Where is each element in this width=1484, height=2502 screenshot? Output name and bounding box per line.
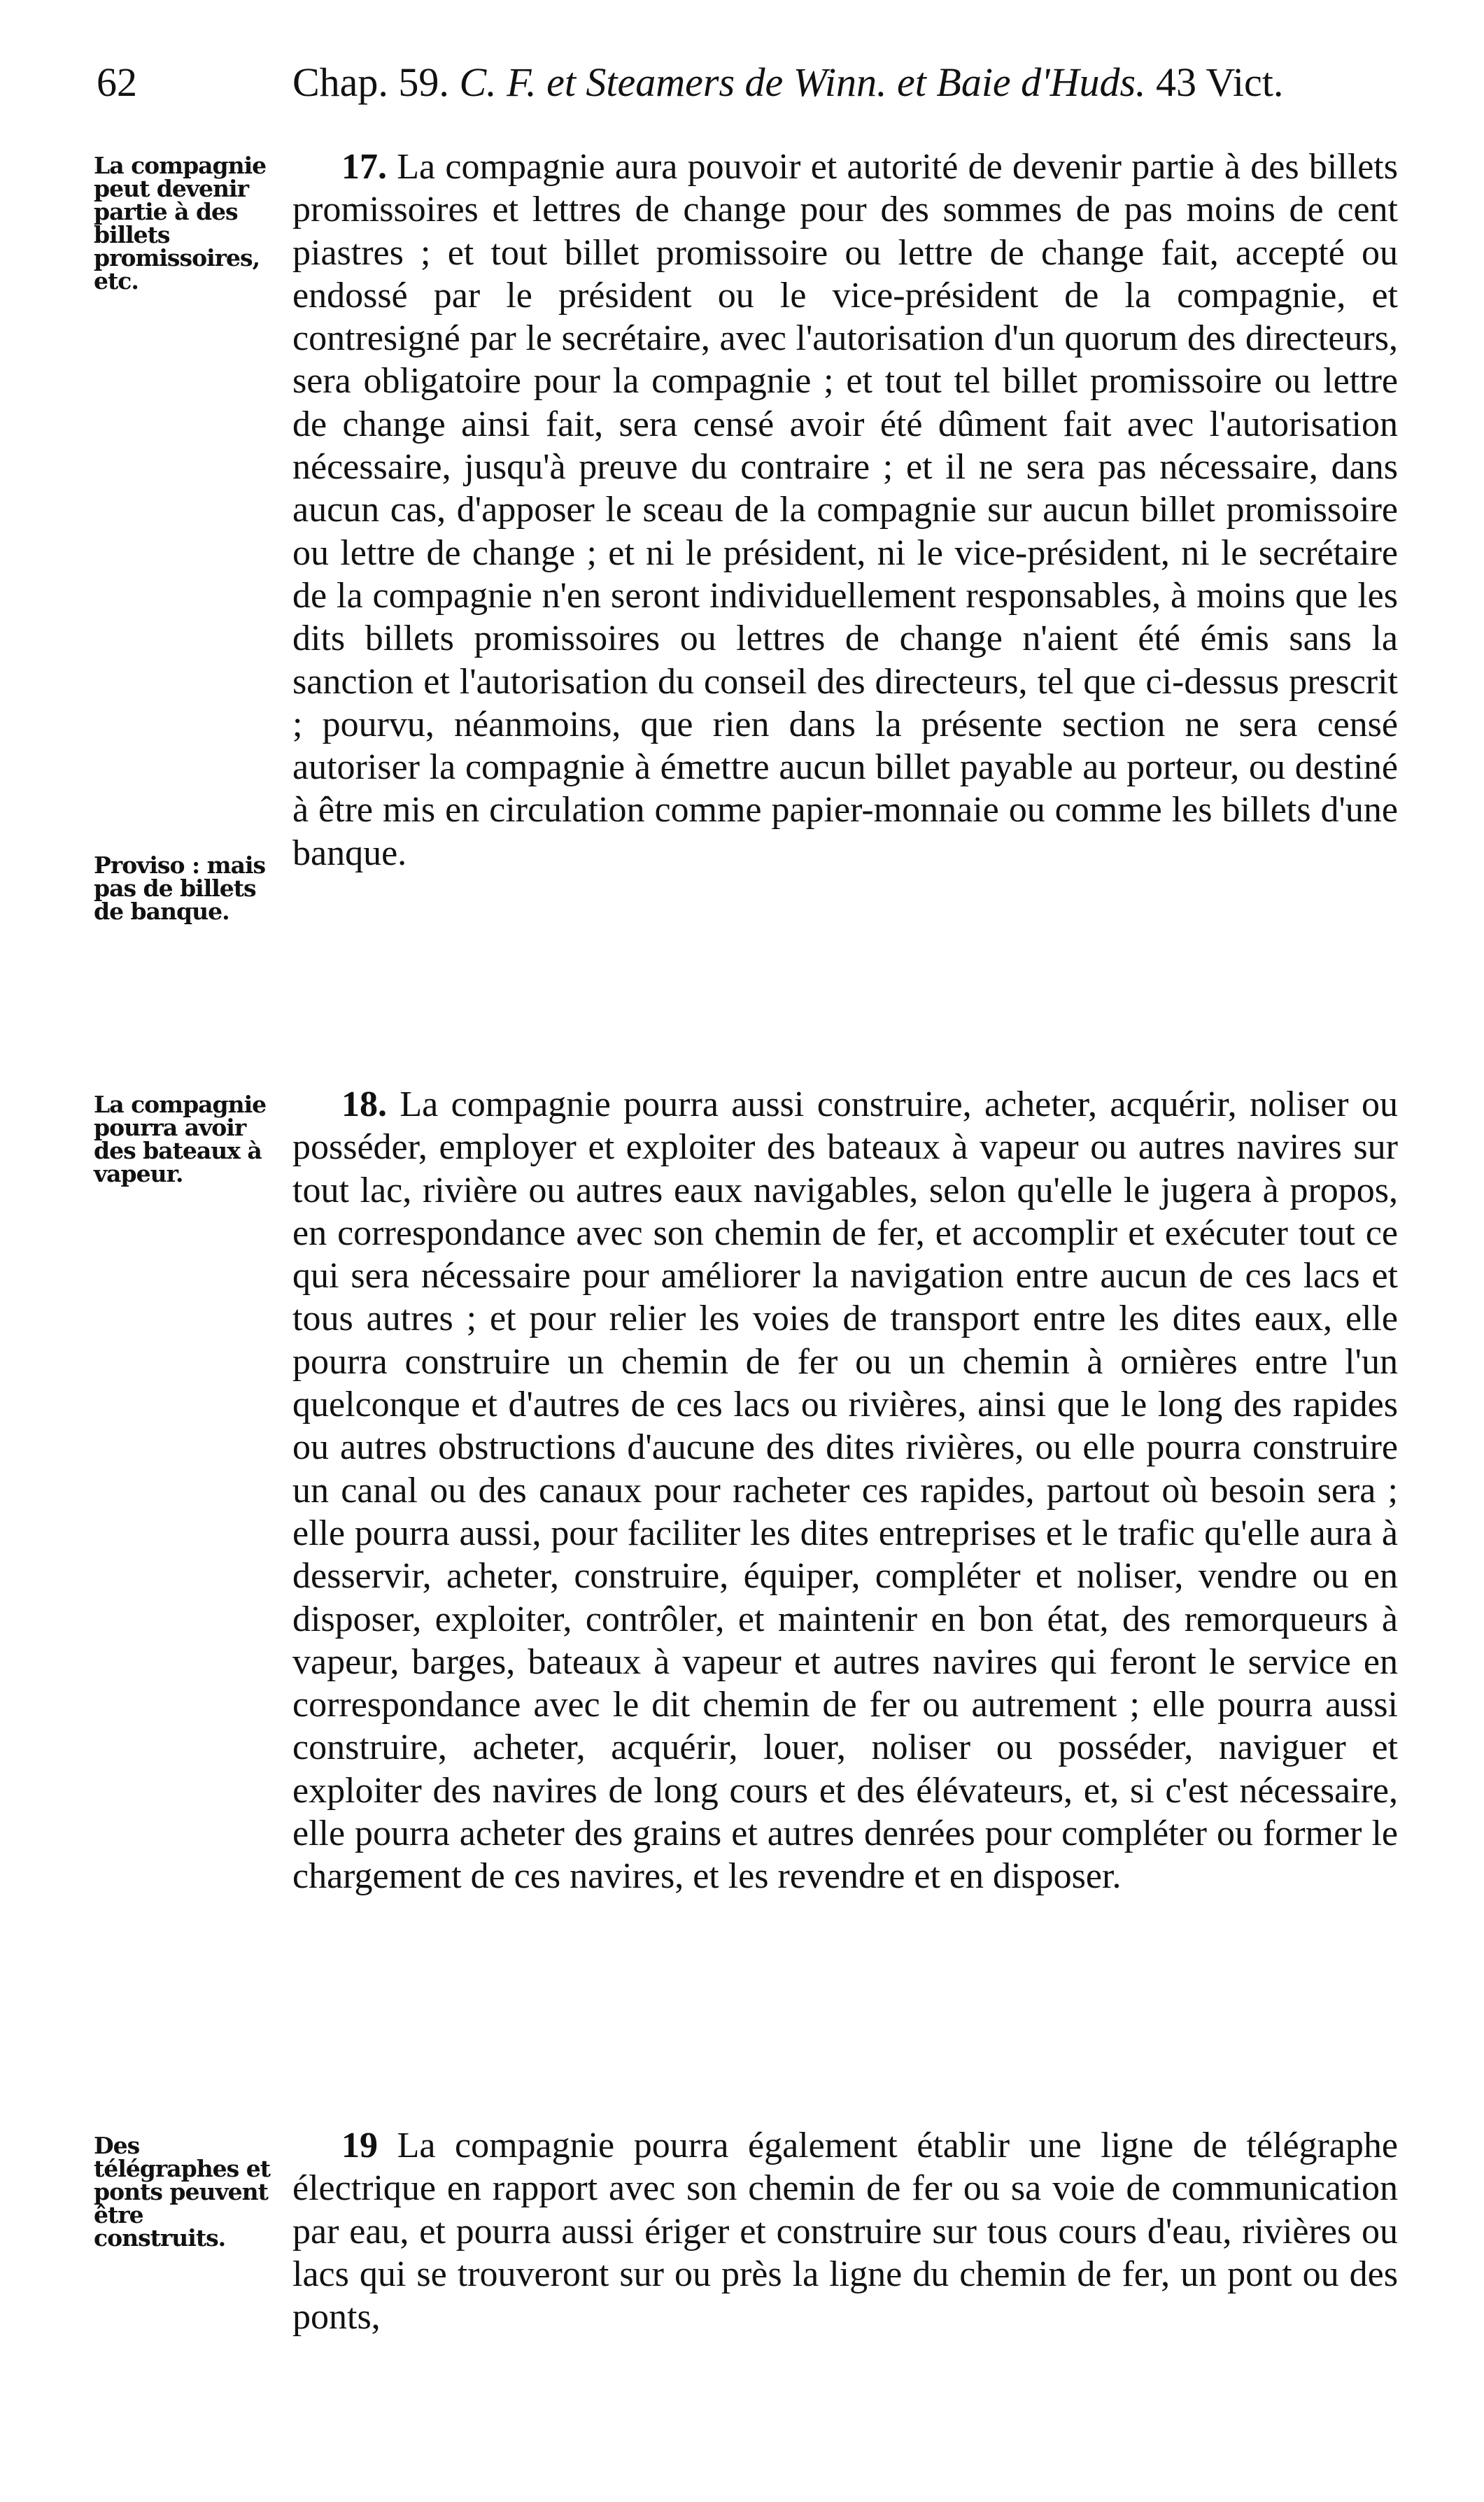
section-text: La compagnie pourra aussi construire, acheter, acquérir, noliser ou posséder, employer et exploiter des bateaux à vapeur ou autres navires sur tout lac, rivière ou autres eaux navigables, selon qu'elle le jugera à propos, en correspondance avec son chemin de fer, et accomplir et exécuter tout ce qui sera nécessaire pour améliorer la navigation entre aucun de ces lacs et tous autres ; et pour relier les voies de transport entre les dites eaux, elle pourra construire un chemin de fer ou un chemin à ornières entre l'un quelconque et d'autres de ces lacs ou rivières, ainsi que le long des rapides ou autres obstructions d'aucune des dites rivières, ou elle pourra construire un canal ou des canaux pour racheter ces rapides, partout où besoin sera ; elle pourra aussi, pour faciliter les dites entreprises et le trafic qu'elle aura à desservir, acheter, construire, équiper, compléter et noliser, vendre ou en disposer, exploiter, contrôler, et maintenir en bon état, des remorqueurs à vapeur, barges, bateaux à vapeur et autres navires qui feront le service en correspondance avec le dit chemin de fer ou autrement ; elle pourra aussi construire, acheter, acquérir, louer, noliser ou posséder, naviguer et exploiter des navires de long cours et des élévateurs, et, si c'est nécessaire, elle pourra acheter des grains et autres denrées pour compléter ou former le chargement de ces navires, et les revendre et en disposer. bbox=[292, 1084, 1398, 1897]
regnal-year: 43 Vict. bbox=[1156, 59, 1284, 105]
section-paragraph bbox=[292, 2124, 1398, 2338]
margin-note-proviso: Proviso : mais pas de billets de banque. bbox=[94, 851, 266, 925]
section-number: 18. bbox=[341, 1084, 387, 1124]
act-title: C. F. et Steamers de Winn. et Baie d'Huds. bbox=[459, 59, 1146, 105]
section-18 bbox=[292, 1083, 1398, 1898]
section-17 bbox=[292, 146, 1398, 875]
margin-note-bateaux: La compagnie pourra avoir des bateaux à vapeur. bbox=[94, 1091, 267, 1187]
section-19 bbox=[292, 2124, 1398, 2338]
margin-note-billets: La compagnie peut devenir partie à des billets promissoires, etc. bbox=[94, 152, 267, 295]
running-header bbox=[97, 59, 1398, 115]
running-title bbox=[292, 59, 1398, 106]
section-text: La compagnie aura pouvoir et autorité de devenir partie à des billets promissoires et lettres de change pour des sommes de pas moins de cent piastres ; et tout billet promissoire ou lettre de change fait, accepté ou endossé par le président ou le vice-président de la compagnie, et contresigné par le secrétaire, avec l'autorisation d'un quorum des directeurs, sera obligatoire pour la compagnie ; et tout tel billet promissoire ou lettre de change ainsi fait, sera censé avoir été dûment fait avec l'autorisation nécessaire, jusqu'à preuve du contraire ; et il ne sera pas nécessaire, dans aucun cas, d'apposer le sceau de la compagnie sur aucun billet promissoire ou lettre de change ; et ni le président, ni le vice-président, ni le secrétaire de la compagnie n'en seront individuellement responsables, à moins que les dits billets promissoires ou lettres de change n'aient été émis sans la sanction et l'autorisation du conseil des directeurs, tel que ci-dessus prescrit ; pourvu, néanmoins, que rien dans la présente section ne sera censé autoriser la compagnie à émettre aucun billet payable au porteur, ou destiné à être mis en circulation comme papier-monnaie ou comme les billets d'une banque. bbox=[292, 147, 1398, 873]
margin-note-telegraphes: Des télégraphes et ponts peuvent être construits. bbox=[94, 2132, 270, 2252]
chapter-label: Chap. 59. bbox=[292, 59, 449, 105]
section-paragraph bbox=[292, 146, 1398, 875]
page-number: 62 bbox=[97, 59, 137, 105]
section-paragraph bbox=[292, 1083, 1398, 1898]
section-number: 19 bbox=[341, 2126, 378, 2165]
section-number: 17. bbox=[341, 147, 387, 187]
section-text: La compagnie pourra également établir une ligne de télégraphe électrique en rapport avec son chemin de fer ou sa voie de communication par eau, et pourra aussi ériger et construire sur tous cours d'eau, rivières ou lacs qui se trouveront sur ou près la ligne du chemin de fer, un pont ou des ponts, bbox=[292, 2126, 1398, 2338]
